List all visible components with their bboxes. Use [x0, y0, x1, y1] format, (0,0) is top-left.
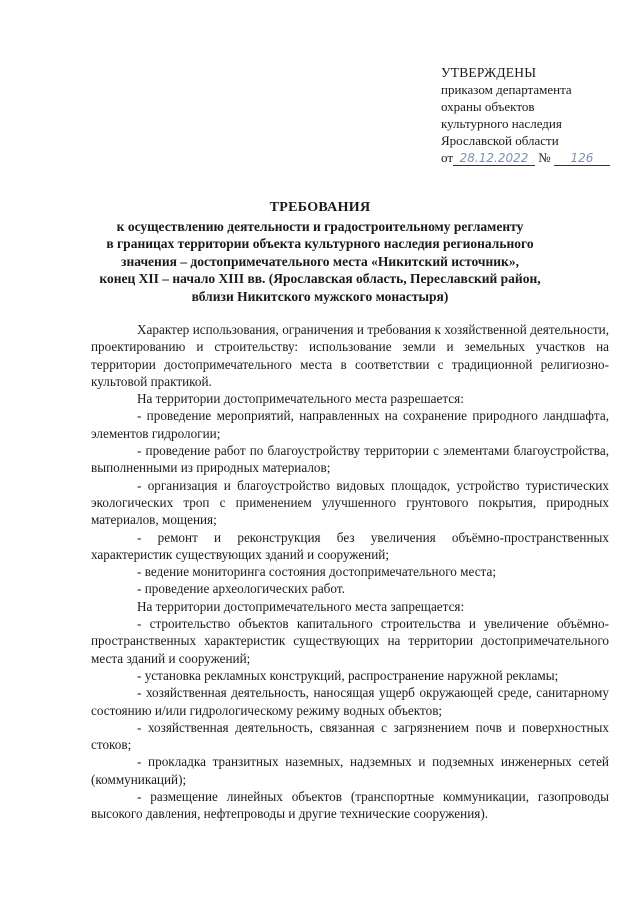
approval-line: приказом департамента	[441, 82, 572, 97]
list-item: - ремонт и реконструкция без увеличения объёмно-пространственных характеристик существующих зданий и сооружений;	[91, 529, 609, 562]
date-prefix: от	[441, 150, 454, 165]
approval-line: охраны объектов	[441, 99, 535, 114]
list-item: - ведение мониторинга состояния достопримечательного места;	[137, 564, 496, 580]
approval-line: культурного наследия	[441, 116, 562, 131]
approval-date-line	[441, 149, 610, 166]
list-item: - хозяйственная деятельность, наносящая ущерб окружающей среде, санитарному состоянию и/или гидрологическому режиму водных объектов;	[91, 685, 609, 718]
number-prefix: №	[538, 150, 551, 165]
document-body	[91, 321, 609, 823]
title-line: в границах территории объекта культурного наследия регионального	[106, 236, 534, 251]
list-item: - хозяйственная деятельность, связанная с загрязнением почв и поверхностных стоков;	[91, 719, 609, 753]
document-title	[80, 199, 560, 305]
list-item: - размещение линейных объектов (транспортные коммуникации, газопроводы высокого давления, нефтепроводы и другие технические сооружения).	[91, 789, 609, 822]
paragraph: На территории достопримечательного места разрешается:	[137, 391, 464, 407]
title-line: вблизи Никитского мужского монастыря)	[191, 288, 449, 304]
paragraph: Характер использования, ограничения и требования к хозяйственной деятельности, проектированию и строительству: использование земли и земельных участков на территории достопримечательного места в соответствии с традиционной религиозно-культовой практикой.	[91, 322, 609, 389]
list-item: - проведение работ по благоустройству территории с элементами благоустройства, выполненными из природных материалов;	[91, 443, 609, 476]
list-item: - проведение мероприятий, направленных на сохранение природного ландшафта, элементов гидрологии;	[91, 408, 609, 441]
approval-stamp	[441, 64, 610, 166]
title-line: значения – достопримечательного места «Никитский источник»,	[121, 253, 519, 269]
list-item: - организация и благоустройство видовых площадок, устройство туристических экологических троп с применением улучшенного грунтового покрытия, природных материалов, мощения;	[91, 477, 609, 528]
list-item: - прокладка транзитных наземных, надземных и подземных инженерных сетей (коммуникаций);	[91, 754, 609, 787]
list-item: - строительство объектов капитального строительства и увеличение объёмно-пространственных характеристик существующих на территории достопримечательного места зданий и сооружений;	[91, 616, 609, 666]
approval-heading: УТВЕРЖДЕНЫ	[441, 65, 537, 80]
title-line: конец XII – начало XIII вв. (Ярославская область, Переславский район,	[99, 271, 541, 286]
list-item: - установка рекламных конструкций, распространение наружной рекламы;	[137, 667, 559, 683]
approval-line: Ярославской области	[441, 133, 559, 148]
handwritten-date: 28.12.2022	[453, 152, 535, 166]
handwritten-number: 126	[554, 152, 610, 166]
title-line: к осуществлению деятельности и градостроительному регламенту	[116, 218, 524, 234]
list-item: - проведение археологических работ.	[137, 581, 345, 597]
title-main: ТРЕБОВАНИЯ	[269, 200, 371, 215]
paragraph: На территории достопримечательного места запрещается:	[137, 598, 465, 614]
